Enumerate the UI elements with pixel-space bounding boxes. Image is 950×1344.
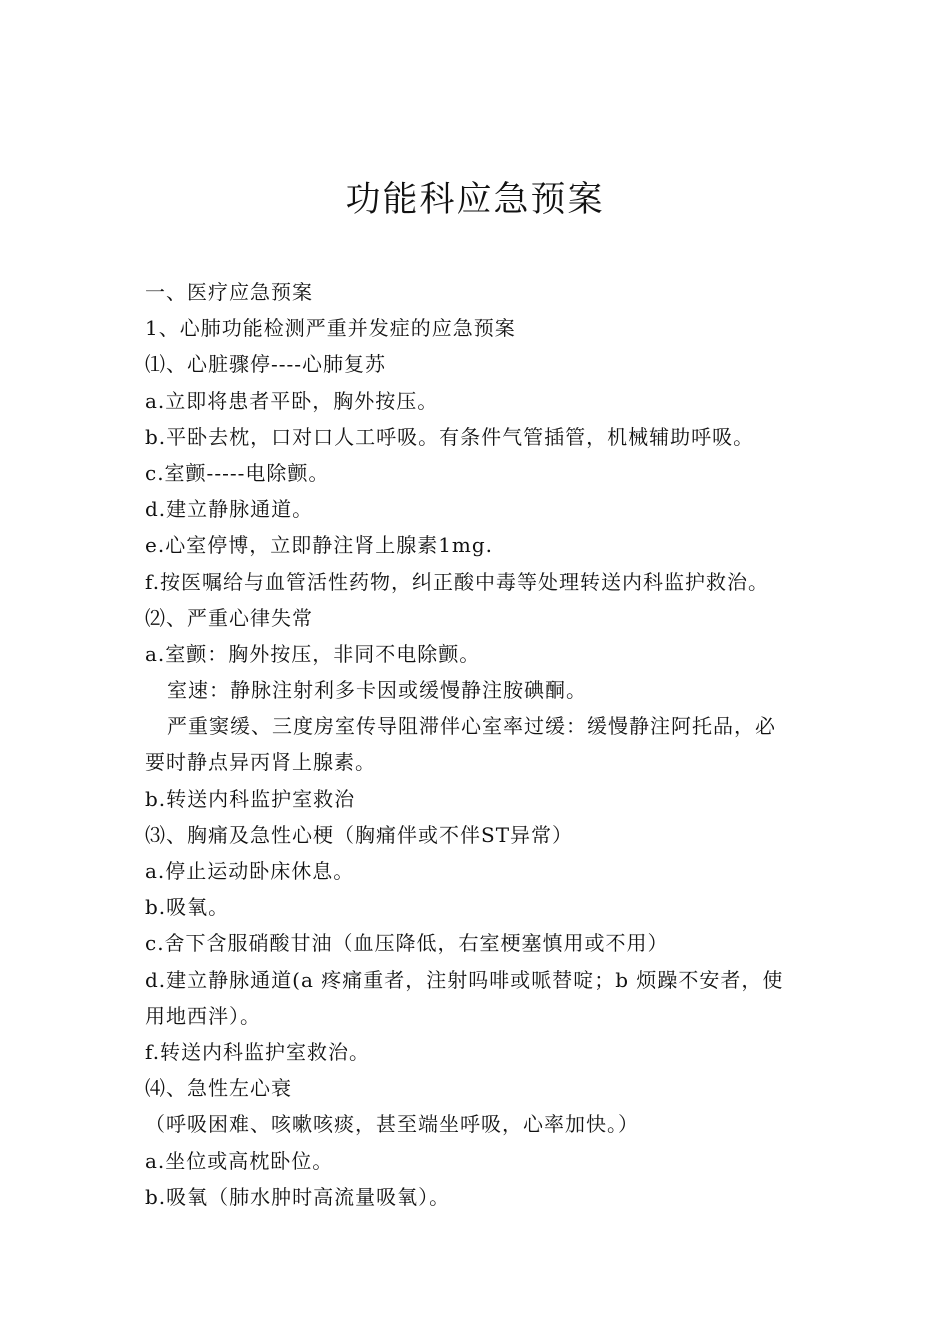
item-heading: ⑷、急性左心衰	[145, 1076, 292, 1101]
paragraph-line: 室速：静脉注射利多卡因或缓慢静注胺碘酮。	[167, 678, 587, 703]
paragraph-line: a.坐位或高枕卧位。	[145, 1148, 334, 1173]
paragraph-line: c.舍下含服硝酸甘油（血压降低，右室梗塞慎用或不用）	[145, 931, 669, 956]
paragraph-line: b.转送内科监护室救治	[145, 786, 356, 811]
paragraph-line: a.室颤：胸外按压，非同不电除颤。	[145, 641, 481, 666]
paragraph-line: 严重窦缓、三度房室传导阻滞伴心室率过缓：缓慢静注阿托品，必	[167, 714, 776, 739]
document-body	[145, 274, 810, 1215]
paragraph-line: b.吸氧（肺水肿时高流量吸氧）。	[145, 1184, 451, 1209]
subsection-heading: 1、心肺功能检测严重并发症的应急预案	[145, 316, 516, 341]
paragraph-line: d.建立静脉通道(a 疼痛重者，注射吗啡或哌替啶；b 烦躁不安者，使	[145, 967, 784, 992]
paragraph-line: a.停止运动卧床休息。	[145, 859, 355, 883]
paragraph-line: （呼吸困难、咳嗽咳痰，甚至端坐呼吸，心率加快。）	[145, 1112, 639, 1137]
item-heading: ⑴、心脏骤停----心肺复苏	[145, 352, 387, 377]
paragraph-line: a.立即将患者平卧，胸外按压。	[145, 388, 439, 413]
section-heading: 一、医疗应急预案	[145, 280, 313, 304]
document-title: 功能科应急预案	[345, 180, 605, 220]
paragraph-line: f.按医嘱给与血管活性药物，纠正酸中毒等处理转送内科监护救治。	[145, 569, 770, 594]
paragraph-line: 用地西泮）。	[145, 1003, 261, 1028]
paragraph-line: d.建立静脉通道。	[145, 497, 314, 522]
paragraph-line: c.室颤-----电除颤。	[145, 460, 330, 485]
item-heading: ⑶、胸痛及急性心梗（胸痛伴或不伴ST异常）	[145, 822, 574, 847]
paragraph-line: e.心室停博，立即静注肾上腺素1mg.	[145, 533, 494, 558]
paragraph-line: 要时静点异丙肾上腺素。	[145, 750, 376, 775]
paragraph-line: b.吸氧。	[145, 895, 230, 920]
item-heading: ⑵、严重心律失常	[145, 605, 313, 630]
paragraph-line: f.转送内科监护室救治。	[145, 1039, 371, 1064]
paragraph-line: b.平卧去枕，口对口人工呼吸。有条件气管插管，机械辅助呼吸。	[145, 424, 755, 449]
